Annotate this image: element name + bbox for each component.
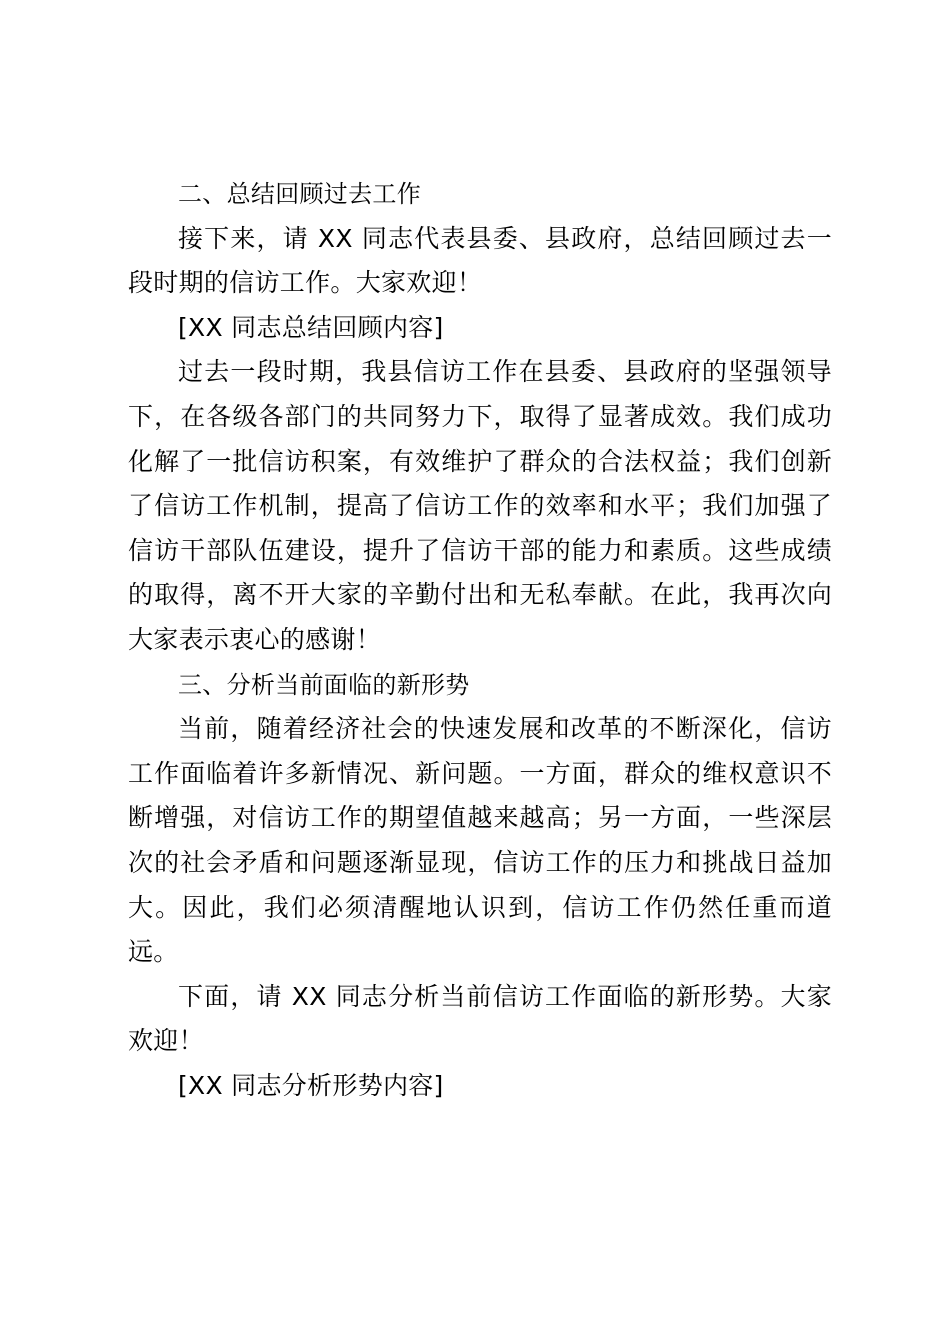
document-body [128, 172, 832, 1108]
review-content-paragraph: 过去一段时期，我县信访工作在县委、县政府的坚强领导下，在各级各部门的共同努力下，取得了显著成效。我们成功化解了一批信访积案，有效维护了群众的合法权益；我们创新了信访工作机制，提高了信访工作的效率和水平；我们加强了信访干部队伍建设，提升了信访干部的能力和素质。这些成绩的取得，离不开大家的辛勤付出和无私奉献。在此，我再次向大家表示衷心的感谢！ [128, 357, 832, 654]
section-two-heading: 二、总结回顾过去工作 [178, 180, 421, 208]
intro-review-paragraph: 接下来，请 XX 同志代表县委、县政府，总结回顾过去一段时期的信访工作。大家欢迎！ [128, 223, 832, 298]
intro-situation-paragraph: 下面，请 XX 同志分析当前信访工作面临的新形势。大家欢迎！ [128, 981, 832, 1056]
review-placeholder: [XX 同志总结回顾内容] [178, 312, 444, 342]
section-three-heading: 三、分析当前面临的新形势 [178, 670, 470, 699]
situation-content-paragraph: 当前，随着经济社会的快速发展和改革的不断深化，信访工作面临着许多新情况、新问题。一方面，群众的维权意识不断增强，对信访工作的期望值越来越高；另一方面，一些深层次的社会矛盾和问题逐渐显现，信访工作的压力和挑战日益加大。因此，我们必须清醒地认识到，信访工作仍然任重而道远。 [128, 714, 832, 967]
situation-placeholder: [XX 同志分析形势内容] [178, 1070, 444, 1100]
